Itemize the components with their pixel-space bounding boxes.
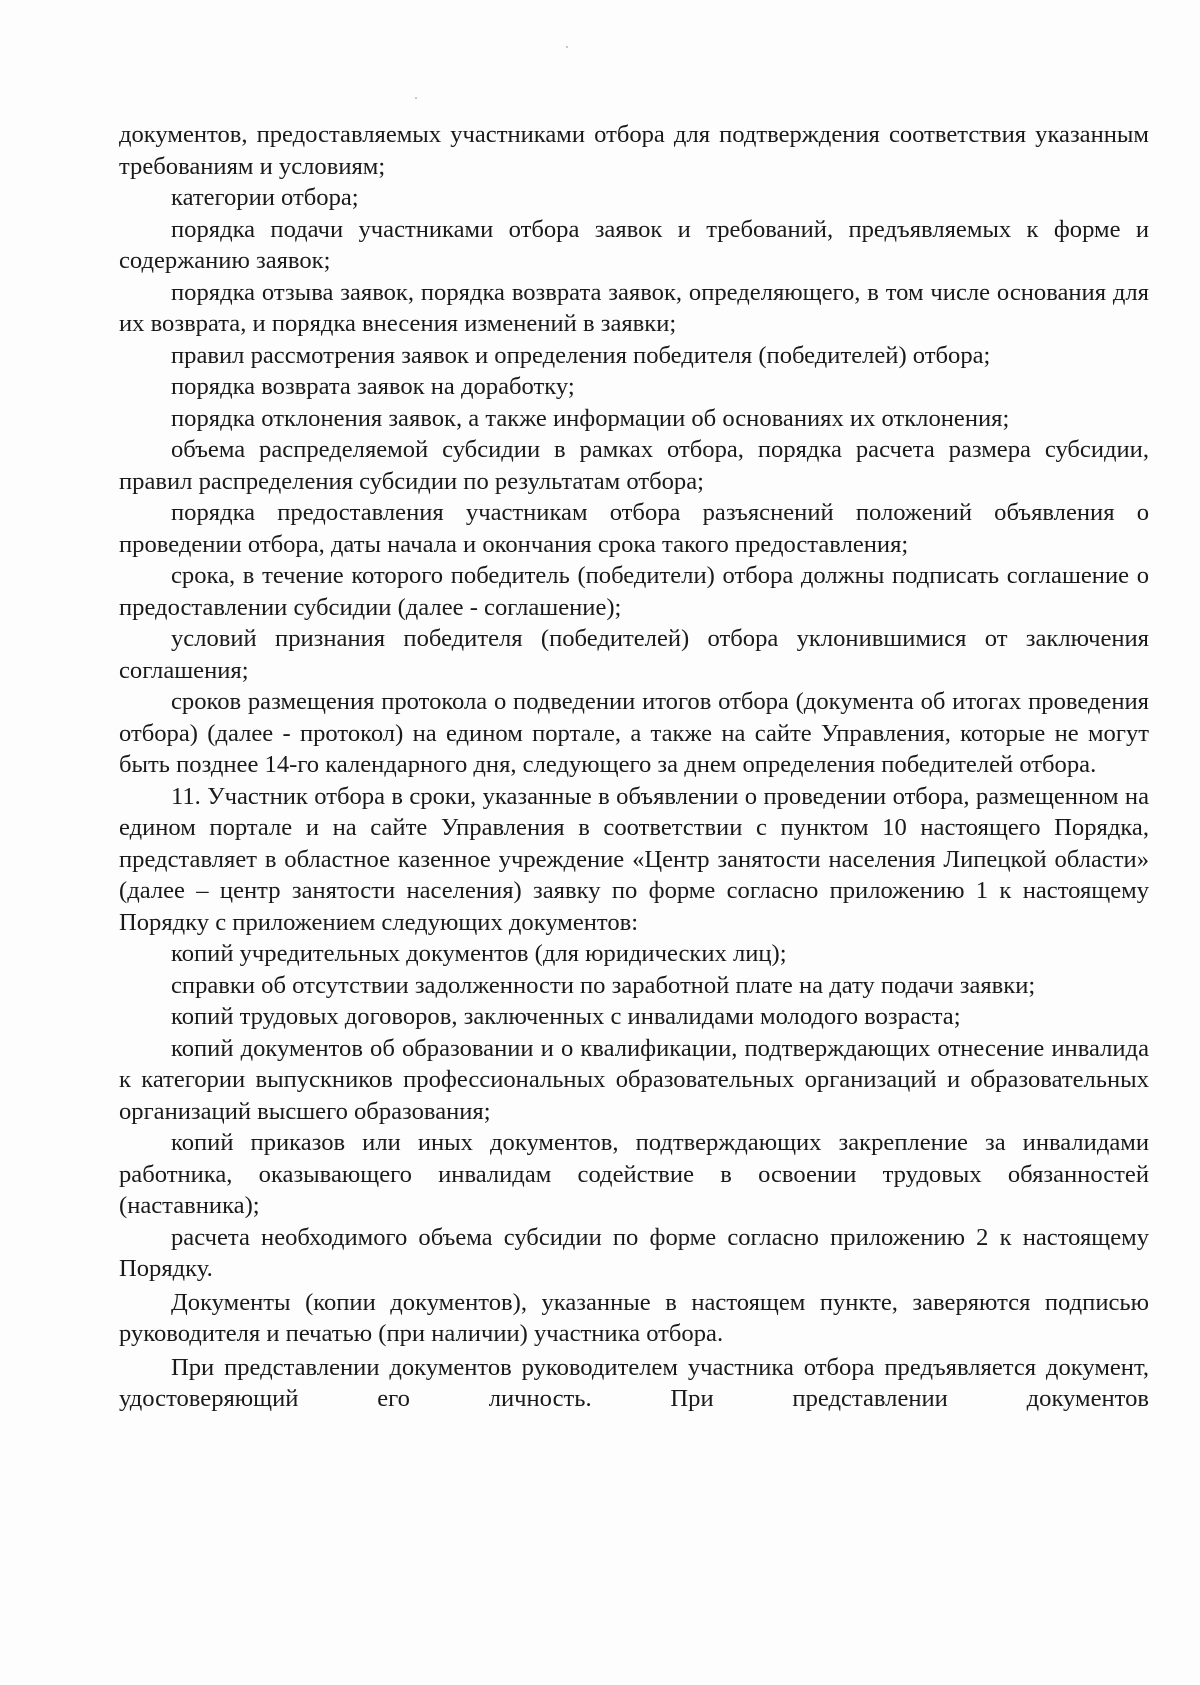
paragraph: правил рассмотрения заявок и определения победителя (победителей) отбора; bbox=[171, 341, 991, 369]
paragraph: условий признания победителя (победителей) отбора уклонившимися от заключения соглашения; bbox=[119, 625, 1149, 684]
paragraph: порядка отзыва заявок, порядка возврата заявок, определяющего, в том числе основания для их возврата, и порядка внесения изменений в заявки; bbox=[119, 278, 1149, 337]
paragraph: При представлении документов руководителем участника отбора предъявляется документ, удостоверяющий его личность. При представлении документов bbox=[119, 1353, 1149, 1412]
paragraph: сроков размещения протокола о подведении итогов отбора (документа об итогах проведения отбора) (далее - протокол) на едином портале, а также на сайте Управления, которые не могут быть позднее 14-го календарного дня, следующего за днем определения победителей отбора. bbox=[119, 688, 1149, 778]
paragraph: копий документов об образовании и о квалификации, подтверждающих отнесение инвалида к категории выпускников профессиональных образовательных организаций и образовательных организаций высшего образования; bbox=[119, 1034, 1149, 1125]
paragraph: Документы (копии документов), указанные в настоящем пункте, заверяются подписью руководителя и печатью (при наличии) участника отбора. bbox=[119, 1288, 1149, 1347]
paragraph: порядка подачи участниками отбора заявок и требований, предъявляемых к форме и содержанию заявок; bbox=[119, 215, 1149, 274]
paragraph: порядка возврата заявок на доработку; bbox=[171, 373, 575, 400]
paragraph: срока, в течение которого победитель (победители) отбора должны подписать соглашение о предоставлении субсидии (далее - соглашение); bbox=[119, 562, 1149, 621]
paragraph: порядка предоставления участникам отбора разъяснений положений объявления о проведении отбора, даты начала и окончания срока такого предоставления; bbox=[119, 499, 1149, 558]
paragraph-item-11: 11. Участник отбора в сроки, указанные в объявлении о проведении отбора, размещенном на едином портале и на сайте Управления в соответствии с пунктом 10 настоящего Порядка, представляет в областное казенное учреждение «Центр занятости населения Липецкой области» (далее – центр занятости населения) заявку по форме согласно приложению 1 к настоящему Порядку с приложением следующих документов: bbox=[119, 782, 1149, 936]
paragraph: категории отбора; bbox=[171, 184, 359, 211]
paragraph: расчета необходимого объема субсидии по форме согласно приложению 2 к настоящему Порядку. bbox=[119, 1223, 1149, 1282]
paragraph: справки об отсутствии задолженности по заработной плате на дату подачи заявки; bbox=[171, 971, 1036, 999]
paragraph: порядка отклонения заявок, а также информации об основаниях их отклонения; bbox=[171, 404, 1010, 432]
document-body bbox=[119, 119, 1149, 1415]
paragraph: копий учредительных документов (для юридических лиц); bbox=[171, 940, 787, 967]
paragraph: объема распределяемой субсидии в рамках отбора, порядка расчета размера субсидии, правил распределения субсидии по результатам отбора; bbox=[119, 436, 1149, 495]
paragraph-continuation: документов, предоставляемых участниками отбора для подтверждения соответствия указанным требованиям и условиям; bbox=[119, 121, 1149, 180]
paragraph: копий трудовых договоров, заключенных с инвалидами молодого возраста; bbox=[171, 1003, 961, 1030]
scan-speck bbox=[415, 97, 417, 99]
paragraph: копий приказов или иных документов, подтверждающих закрепление за инвалидами работника, оказывающего инвалидам содействие в освоении трудовых обязанностей (наставника); bbox=[119, 1129, 1149, 1219]
scan-speck bbox=[566, 46, 568, 48]
